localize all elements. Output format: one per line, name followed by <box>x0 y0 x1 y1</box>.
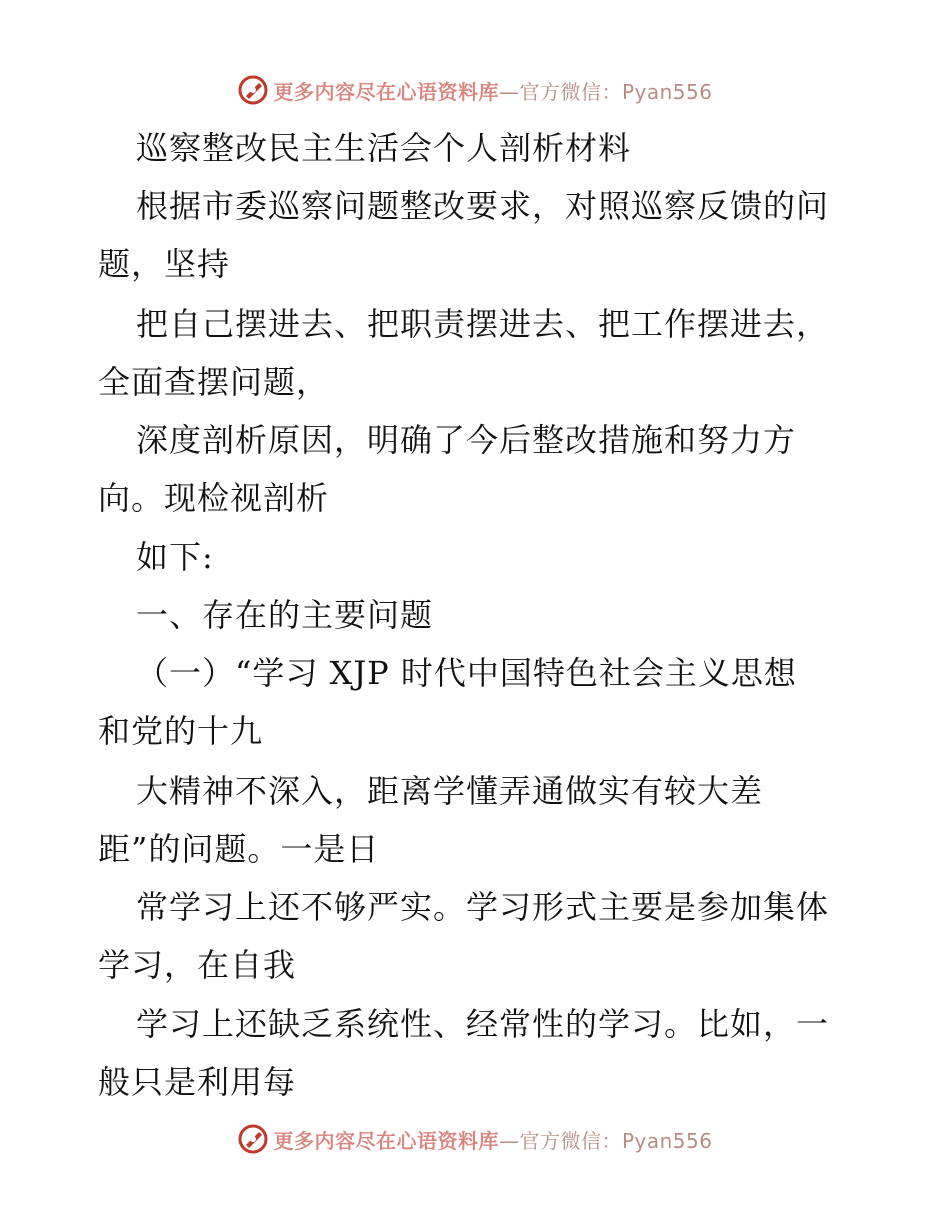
text-line: 距”的问题。一是日 <box>98 830 380 868</box>
text-line: 把自己摆进去、把职责摆进去、把工作摆进去， <box>136 305 830 343</box>
logo-pen-icon <box>237 74 269 106</box>
banner-wechat: —官方微信：Pyan556 <box>498 79 713 104</box>
text-line: 根据市委巡察问题整改要求，对照巡察反馈的问 <box>136 187 830 225</box>
footer-banner <box>0 1121 950 1157</box>
text-line: 和党的十九 <box>98 712 264 750</box>
text-line: 向。现检视剖析 <box>98 479 330 517</box>
subsection-heading: （一）“学习 XJP 时代中国特色社会主义思想 <box>136 654 797 692</box>
text-line: 如下: <box>136 538 214 576</box>
text-line: 深度剖析原因，明确了今后整改措施和努力方 <box>136 421 797 459</box>
banner-text: 更多内容尽在心语资料库—官方微信：Pyan556 <box>273 79 713 104</box>
section-heading: 一、存在的主要问题 <box>136 596 434 634</box>
text-line: 大精神不深入，距离学懂弄通做实有较大差 <box>136 772 764 810</box>
banner-text: 更多内容尽在心语资料库—官方微信：Pyan556 <box>273 1128 713 1153</box>
document-title: 巡察整改民主生活会个人剖析材料 <box>136 129 632 167</box>
text-line: 题，坚持 <box>98 245 231 283</box>
text-line: 学习，在自我 <box>98 946 297 984</box>
text-line: 全面查摆问题， <box>98 363 330 401</box>
text-line: 常学习上还不够严实。学习形式主要是参加集体 <box>136 888 830 926</box>
banner-wechat: —官方微信：Pyan556 <box>498 1128 713 1153</box>
text-line: 学习上还缺乏系统性、经常性的学习。比如，一 <box>136 1005 830 1043</box>
header-banner <box>0 72 950 108</box>
logo-pen-icon <box>237 1123 269 1155</box>
text-line: 般只是利用每 <box>98 1063 297 1101</box>
